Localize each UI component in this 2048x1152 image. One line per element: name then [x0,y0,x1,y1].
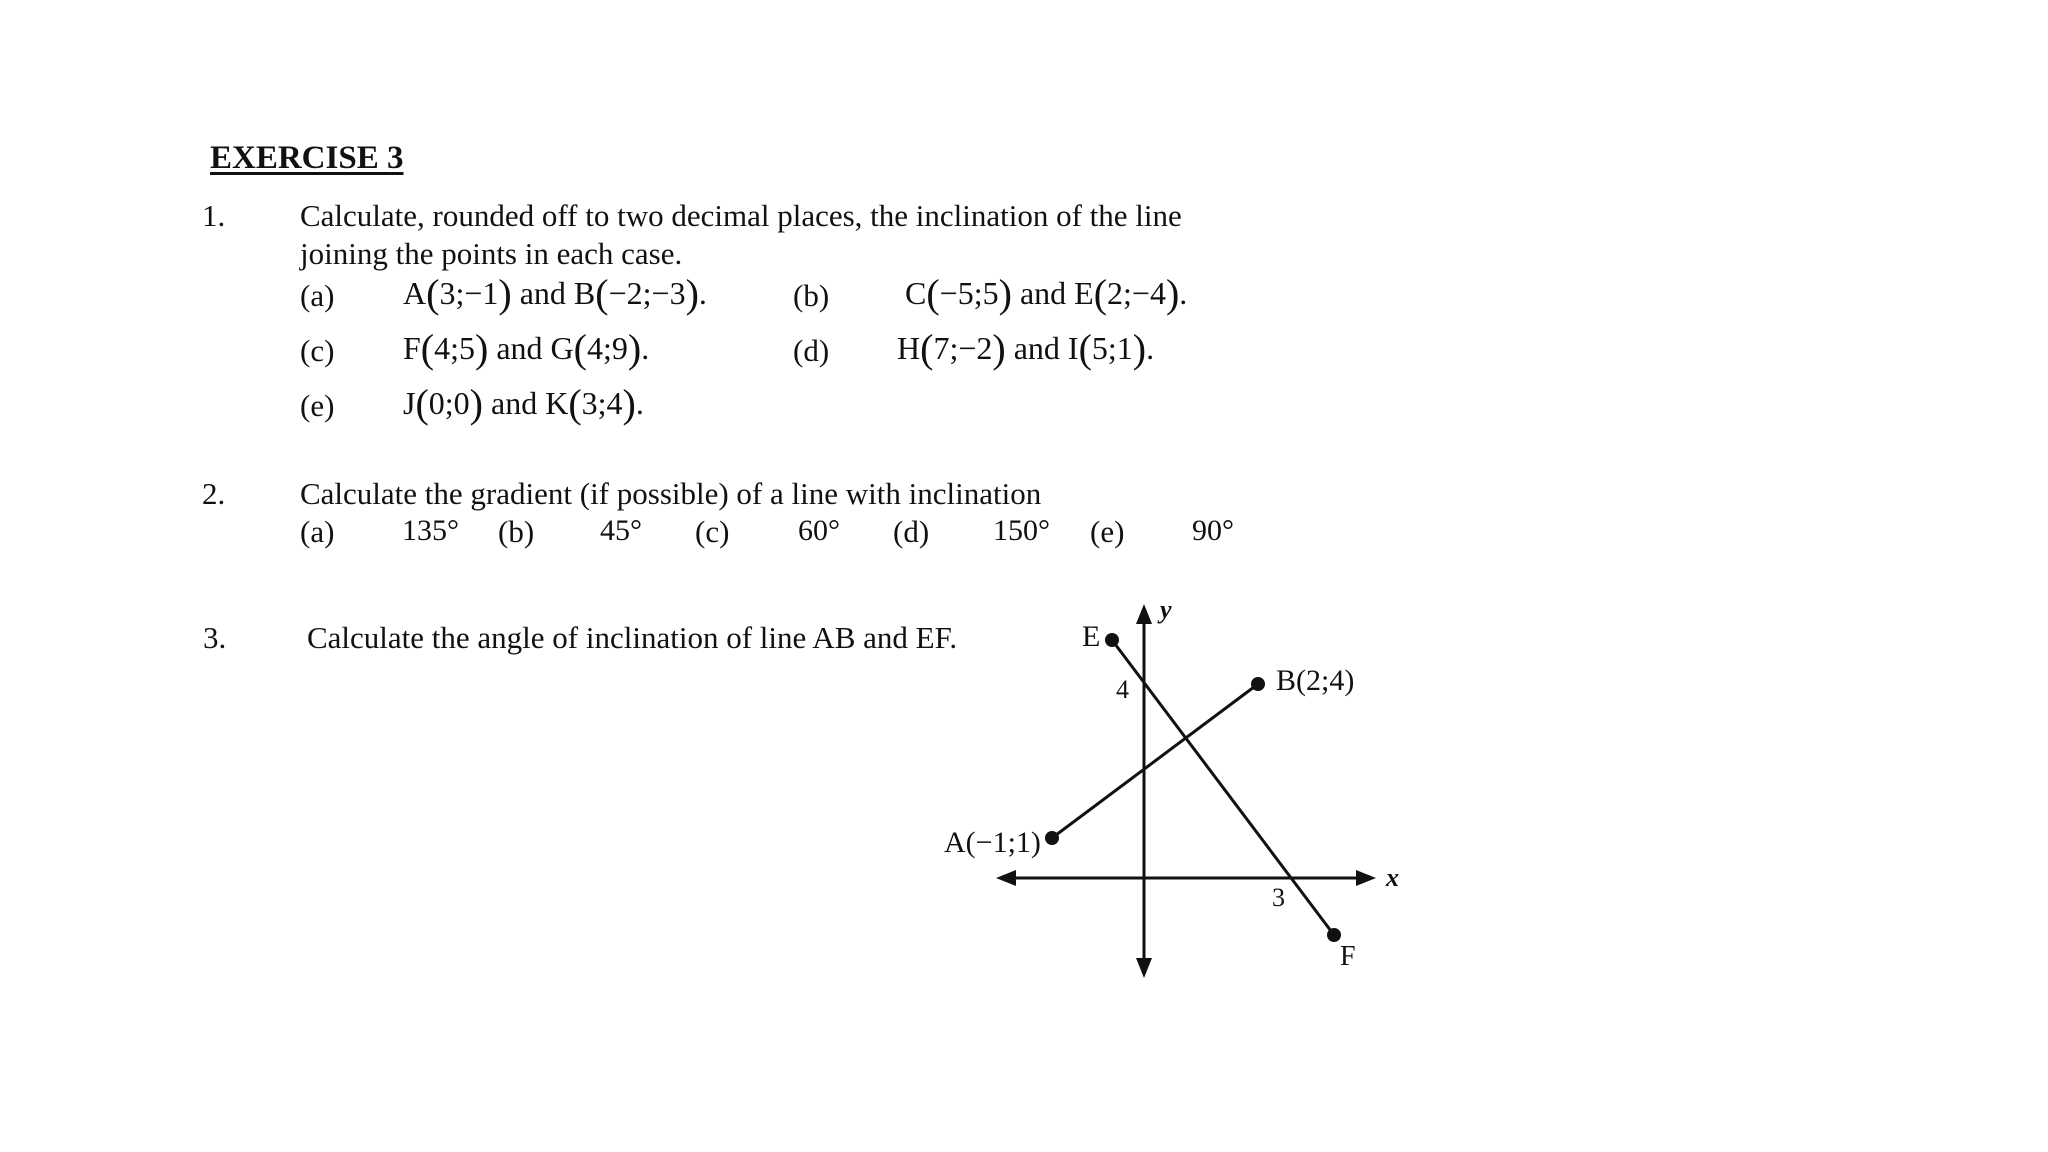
point-coords: 2;−4 [1107,275,1166,311]
q1-part-d-label: (d) [793,333,830,368]
joiner-word: and [496,330,543,366]
y-axis-label: y [1160,595,1172,624]
point-coords: −5;5 [939,275,999,311]
x-axis-label: x [1386,863,1399,892]
point-coords: 4;5 [434,330,476,366]
question-3-text: Calculate the angle of inclination of line AB and EF. [307,620,958,655]
q1-part-d-points: H(7;−2) and I(5;1). [897,326,1155,371]
point-coords: 5;1 [1091,330,1133,366]
point-name: J [403,385,416,421]
question-1-text-line2: joining the points in each case. [300,236,683,271]
q2-part-a-label: (a) [300,514,335,549]
point-coords: 3;−1 [439,275,499,311]
x-axis-right-arrow [1356,870,1376,886]
point-coords: 7;−2 [933,330,993,366]
point-e [1105,633,1119,647]
point-coords: 4;9 [586,330,628,366]
point-f-label: F [1340,941,1356,972]
q1-part-c-label: (c) [300,333,335,368]
joiner-word: and [1019,275,1067,311]
point-e-label: E [1082,620,1101,653]
q2-part-d-label: (d) [893,514,930,549]
period: . [1146,330,1155,366]
point-a [1045,831,1059,845]
joiner-word: and [491,385,538,421]
q2-part-b-label: (b) [498,514,535,549]
period: . [698,275,707,311]
question-3-number: 3. [203,620,227,655]
point-name: C [905,275,927,311]
y-axis-up-arrow [1136,604,1152,624]
x-intercept-label: 3 [1272,883,1285,912]
coordinate-diagram [930,590,1410,990]
period: . [1179,275,1188,311]
point-name: H [897,330,921,366]
x-axis-left-arrow [996,870,1016,886]
q1-part-c-points: F(4;5) and G(4;9). [403,326,650,371]
line-ab [1052,684,1258,838]
q1-part-a-points: A(3;−1) and B(−2;−3). [403,271,707,316]
point-name: B [573,275,596,311]
point-name: F [403,330,421,366]
point-coords: 3;4 [581,385,623,421]
question-1-text-line1: Calculate, rounded off to two decimal places, the inclination of the line [300,198,1182,233]
q2-part-e-value: 90° [1192,514,1234,547]
q2-part-b-value: 45° [600,514,642,547]
q2-part-a-value: 135° [402,514,459,547]
point-b-label: B(2;4) [1276,664,1355,697]
point-b [1251,677,1265,691]
point-coords: 0;0 [428,385,470,421]
period: . [635,385,644,421]
question-2-number: 2. [202,476,226,511]
question-1-number: 1. [202,198,226,233]
q2-part-c-label: (c) [695,514,730,549]
q2-part-c-value: 60° [798,514,840,547]
q1-part-e-points: J(0;0) and K(3;4). [403,381,644,426]
exercise-title: EXERCISE 3 [210,140,404,176]
joiner-word: and [1013,330,1060,366]
q2-part-e-label: (e) [1090,514,1125,549]
point-name: E [1074,275,1094,311]
q1-part-a-label: (a) [300,278,335,313]
y-intercept-label: 4 [1116,675,1129,704]
point-name: K [545,385,569,421]
point-f [1327,928,1341,942]
point-coords: −2;−3 [608,275,686,311]
q1-part-b-points: C(−5;5) and E(2;−4). [905,271,1188,316]
point-a-label: A(−1;1) [944,826,1041,859]
q1-part-e-label: (e) [300,388,335,423]
point-name: A [403,275,427,311]
point-name: G [550,330,574,366]
joiner-word: and [519,275,566,311]
question-2-text: Calculate the gradient (if possible) of a line with inclination [300,476,1042,511]
q1-part-b-label: (b) [793,278,830,313]
period: . [641,330,650,366]
y-axis-down-arrow [1136,958,1152,978]
q2-part-d-value: 150° [993,514,1050,547]
point-name: I [1067,330,1079,366]
